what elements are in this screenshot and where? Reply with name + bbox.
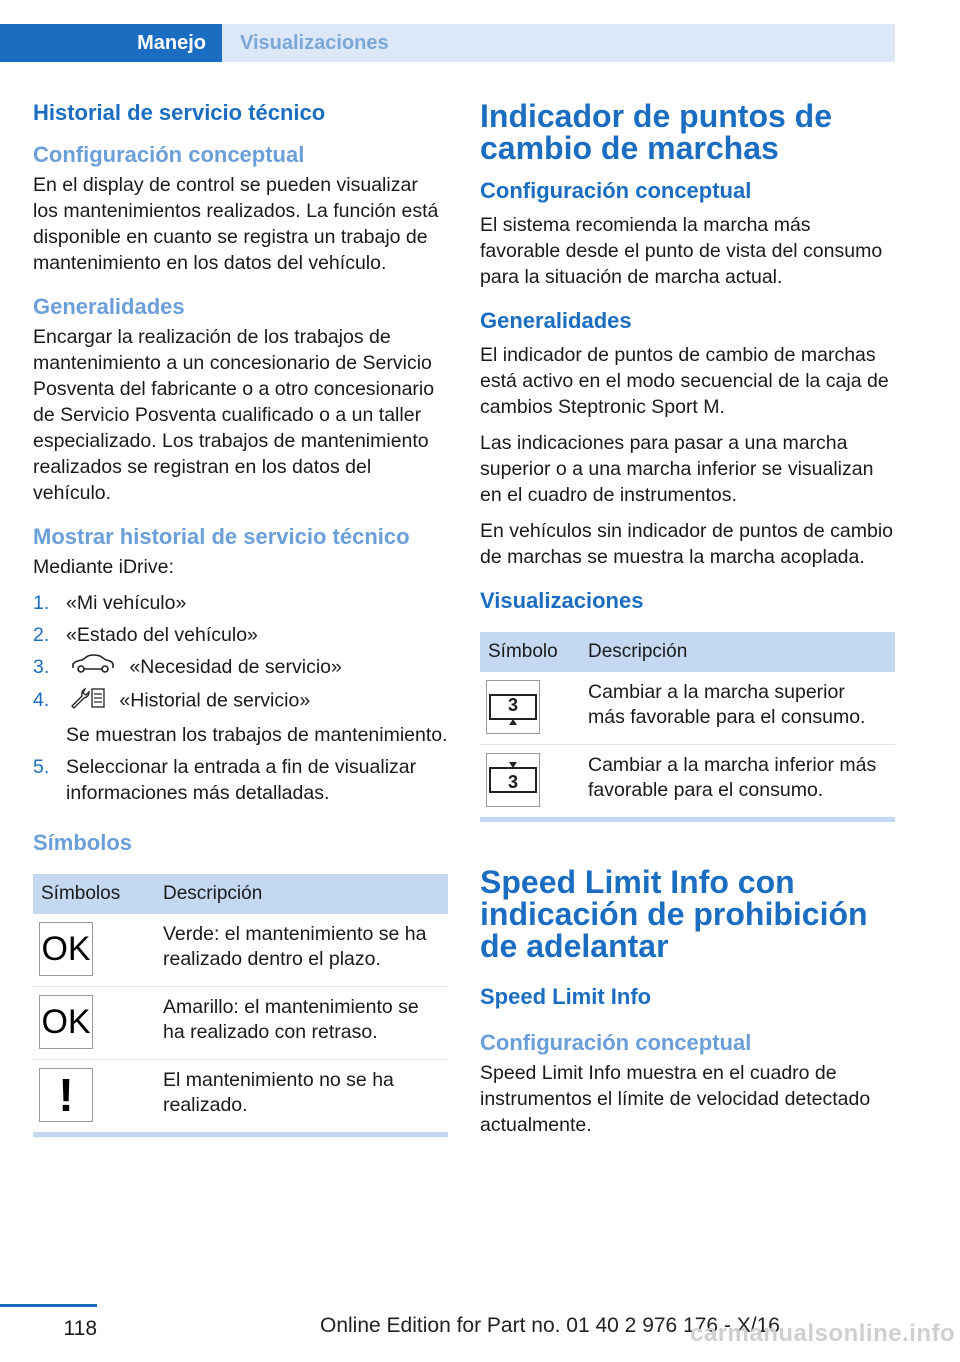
symbol-cell bbox=[33, 1060, 155, 1135]
heading-shift-indicator: Indicador de puntos de cambio de marchas bbox=[480, 98, 833, 166]
table-header-description: Descripción bbox=[155, 874, 448, 914]
displays-table bbox=[480, 632, 895, 822]
step-text: «Necesidad de servicio» bbox=[129, 656, 342, 678]
symbol-cell bbox=[33, 987, 155, 1060]
service-history-icon bbox=[70, 687, 106, 716]
gear-up-icon: 3 bbox=[486, 680, 540, 734]
description-cell: Amarillo: el mantenimiento se ha realizado con retraso. bbox=[155, 987, 448, 1060]
step-subtext: Se muestran los trabajos de mantenimiento. bbox=[66, 724, 448, 747]
paragraph-concept: El sistema recomienda la marcha más favorable desde el punto de vista del consumo para la situación de marcha actual. bbox=[480, 214, 883, 288]
car-icon bbox=[70, 654, 116, 681]
table-row bbox=[33, 914, 448, 987]
table-row bbox=[33, 1060, 448, 1135]
list-item bbox=[33, 754, 448, 806]
table-header-row bbox=[480, 632, 895, 672]
heading-show-history: Mostrar historial de servicio técnico bbox=[33, 524, 410, 549]
paragraph-general-1: El indicador de puntos de cambio de marchas está activo en el modo secuencial de la caja de cambios Steptronic Sport M. bbox=[480, 344, 889, 418]
heading-concept: Configuración conceptual bbox=[480, 178, 752, 203]
step-number: 3. bbox=[33, 656, 50, 678]
paragraph-general-3: En vehículos sin indicador de puntos de cambio de marchas se muestra la marcha acoplada. bbox=[480, 520, 894, 568]
idrive-steps-list bbox=[33, 590, 448, 806]
ok-yellow-icon: OK bbox=[39, 995, 93, 1049]
symbol-cell bbox=[33, 914, 155, 987]
symbol-cell bbox=[480, 745, 580, 820]
step-number: 1. bbox=[33, 592, 50, 614]
description-cell: Cambiar a la marcha superior más favorable para el consumo. bbox=[580, 672, 895, 745]
header-subsection-tab: Visualizaciones bbox=[222, 24, 895, 62]
step-text: «Historial de servicio» bbox=[119, 690, 311, 712]
table-header-description: Descripción bbox=[580, 632, 895, 672]
list-item bbox=[33, 590, 448, 616]
step-text: Seleccionar la entrada a fin de visualizar informaciones más detalladas. bbox=[66, 756, 417, 805]
table-header-row bbox=[33, 874, 448, 914]
list-item bbox=[33, 687, 448, 748]
paragraph-concept: En el display de control se pueden visualizar los mantenimientos realizados. La función está disponible en cuanto se registra un trabajo de mantenimiento en los datos del vehículo. bbox=[33, 174, 439, 274]
paragraph-sli: Speed Limit Info muestra en el cuadro de instrumentos el límite de velocidad detectado actualmente. bbox=[480, 1062, 871, 1136]
edition-footer: Online Edition for Part no. 01 40 2 976 176 - X/16 bbox=[320, 1314, 780, 1337]
table-row bbox=[33, 987, 448, 1060]
heading-concept-2: Configuración conceptual bbox=[480, 1030, 752, 1055]
table-header-symbol: Símbolo bbox=[480, 632, 580, 672]
list-item bbox=[33, 622, 448, 648]
heading-service-history: Historial de servicio técnico bbox=[33, 100, 326, 125]
header-section-tab: Manejo bbox=[0, 24, 222, 62]
exclamation-icon: ! bbox=[39, 1068, 93, 1122]
ok-green-icon: OK bbox=[39, 922, 93, 976]
table-row bbox=[480, 672, 895, 745]
page-number: 118 bbox=[0, 1304, 97, 1341]
description-cell: El mantenimiento no se ha realizado. bbox=[163, 1069, 394, 1117]
description-cell: Verde: el mantenimiento se ha realizado dentro el plazo. bbox=[155, 914, 448, 987]
paragraph-idrive: Mediante iDrive: bbox=[33, 556, 174, 578]
table-header-symbols: Símbolos bbox=[33, 874, 155, 914]
heading-symbols: Símbolos bbox=[33, 830, 133, 856]
step-text: «Mi vehículo» bbox=[66, 592, 187, 614]
symbols-table bbox=[33, 874, 448, 1137]
heading-speed-limit-info: Speed Limit Info con indicación de prohibición de adelantar bbox=[480, 864, 868, 964]
step-number: 4. bbox=[33, 689, 50, 712]
heading-general: Generalidades bbox=[480, 308, 632, 333]
step-text: «Estado del vehículo» bbox=[66, 624, 258, 646]
watermark: carmanualsonline.info bbox=[690, 1320, 956, 1347]
right-column bbox=[480, 100, 895, 1148]
heading-general: Generalidades bbox=[33, 294, 185, 319]
step-number: 2. bbox=[33, 624, 50, 646]
step-number: 5. bbox=[33, 756, 50, 779]
paragraph-general-2: Las indicaciones para pasar a una marcha superior o a una marcha inferior se visualizan en el cuadro de instrumentos. bbox=[480, 432, 874, 506]
description-cell: Cambiar a la marcha inferior más favorable para el consumo. bbox=[588, 754, 877, 801]
paragraph-general: Encargar la realización de los trabajos de mantenimiento a un concesionario de Servicio Posventa del fabricante o a otro concesionario de Servicio Posventa cualificado o a un taller especializado. Los trabajos de mantenimiento realizados se registran en los datos del vehículo. bbox=[33, 326, 435, 504]
symbol-cell bbox=[480, 672, 580, 745]
heading-concept: Configuración conceptual bbox=[33, 142, 305, 167]
table-row bbox=[480, 745, 895, 820]
heading-displays: Visualizaciones bbox=[480, 588, 644, 613]
list-item bbox=[33, 654, 448, 681]
gear-down-icon: 3 bbox=[486, 753, 540, 807]
heading-sli: Speed Limit Info bbox=[480, 984, 652, 1009]
left-column bbox=[33, 100, 448, 1137]
